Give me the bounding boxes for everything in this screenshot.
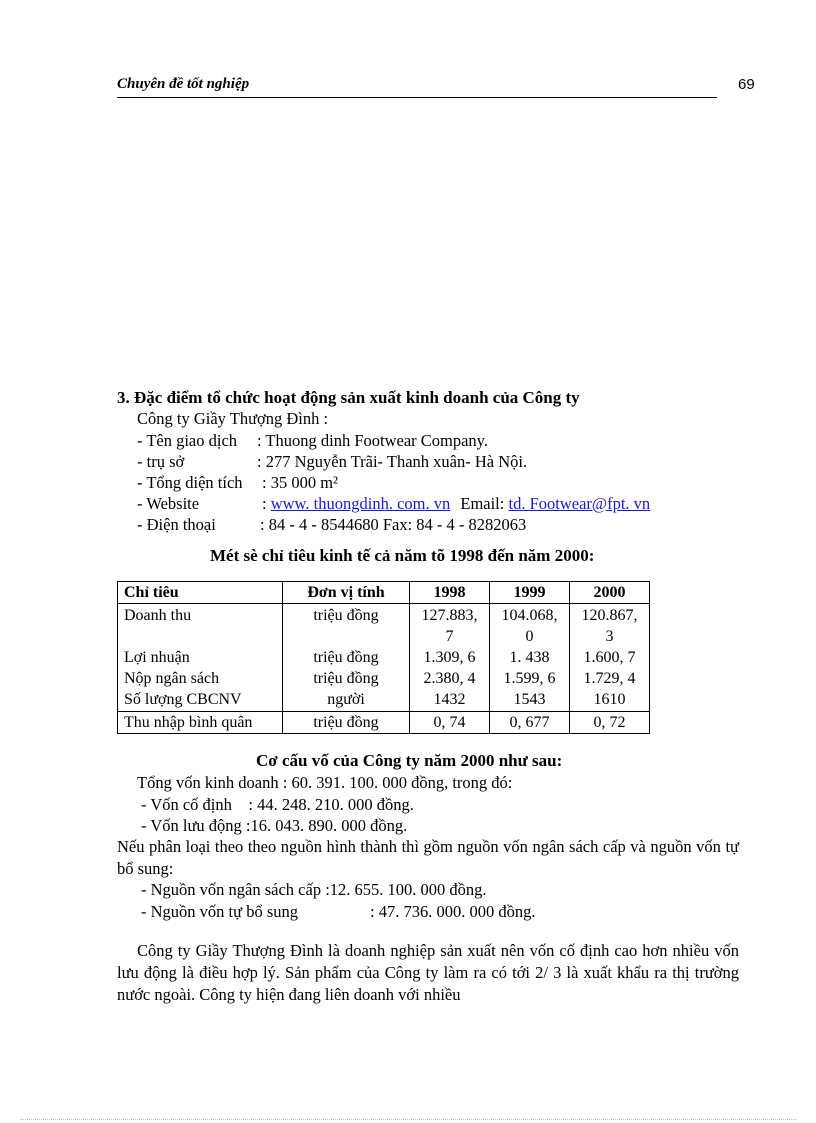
capital-fixed: - Vốn cố định : 44. 248. 210. 000 đồng. bbox=[141, 795, 414, 814]
table-cell: 0, 72 bbox=[570, 712, 650, 734]
value-2000: 1610 bbox=[593, 691, 626, 708]
value-1999: 104.068, 0 bbox=[501, 607, 558, 645]
value-1999: 1.599, 6 bbox=[503, 670, 556, 687]
header-rule bbox=[117, 97, 717, 98]
value-2000: 120.867, 3 bbox=[581, 607, 638, 645]
table-cell: Thu nhập bình quân bbox=[118, 712, 283, 734]
info-label-headquarters: - trụ sở bbox=[137, 452, 185, 471]
table-cell bbox=[570, 604, 650, 712]
info-label-phone: - Điện thoại bbox=[137, 515, 216, 534]
capital-budget: - Nguồn vốn ngân sách cấp :12. 655. 100. 000 đồng. bbox=[141, 880, 487, 899]
capital-classification: Nếu phân loại theo theo nguồn hình thành thì gồm nguồn vốn ngân sách cấp và nguồn vốn tự bổ sung: bbox=[117, 837, 739, 878]
value-1999: 1543 bbox=[513, 691, 546, 708]
row-label: Nộp ngân sách bbox=[124, 670, 220, 687]
section-heading: 3. Đặc điểm tổ chức hoạt động sản xuất kinh doanh của Công ty bbox=[117, 388, 580, 407]
table-cell bbox=[118, 604, 283, 712]
table-header-cell: 2000 bbox=[570, 582, 650, 604]
row-label: Lợi nhuận bbox=[124, 649, 190, 666]
table-cell bbox=[410, 604, 490, 712]
value-1998: 2.380, 4 bbox=[423, 670, 476, 687]
economic-indicators-table bbox=[117, 581, 650, 734]
value-2000: 1.729, 4 bbox=[583, 670, 636, 687]
table-header-cell: Chỉ tiêu bbox=[118, 582, 283, 604]
table-body-group bbox=[118, 604, 650, 712]
capital-working: - Vốn lưu động :16. 043. 890. 000 đồng. bbox=[141, 816, 408, 835]
email-link[interactable]: td. Footwear@fpt. vn bbox=[508, 494, 651, 513]
value-1998: 127.883, 7 bbox=[421, 607, 478, 645]
info-label-website: - Website bbox=[137, 494, 200, 513]
info-label-trade-name: - Tên giao dịch bbox=[137, 431, 238, 450]
row-label: Doanh thu bbox=[124, 607, 192, 624]
row-label: Số lượng CBCNV bbox=[124, 691, 242, 708]
table-cell bbox=[283, 604, 410, 712]
table-caption: Mét sè chỉ tiêu kinh tế cả năm tõ 1998 đến năm 2000: bbox=[210, 546, 595, 565]
body-paragraph: Công ty Giầy Thượng Đình là doanh nghiệp sản xuất nên vốn cố định cao hơn nhiều vốn lưu động là điều hợp lý. Sản phẩm của Công ty làm ra có tới 2/ 3 là xuất khẩu ra thị trường nước ngoài. Công ty hiện đang liên doanh với nhiều bbox=[117, 941, 739, 1004]
info-value-area: : 35 000 m² bbox=[262, 473, 338, 492]
value-1998: 1.309, 6 bbox=[423, 649, 476, 666]
info-label-area: - Tổng diện tích bbox=[137, 473, 243, 492]
unit-value: triệu đồng bbox=[313, 607, 379, 624]
table-cell: triệu đồng bbox=[283, 712, 410, 734]
footer-dotted-line bbox=[20, 1119, 796, 1120]
capital-self: - Nguồn vốn tự bổ sung bbox=[141, 902, 298, 921]
page-number: 69 bbox=[738, 76, 755, 93]
table-cell: 0, 677 bbox=[490, 712, 570, 734]
capital-total: Tổng vốn kinh doanh : 60. 391. 100. 000 đồng, trong đó: bbox=[137, 773, 513, 792]
email-label: Email: bbox=[460, 494, 505, 513]
info-value-trade-name: : Thuong dinh Footwear Company. bbox=[257, 431, 488, 450]
info-value-headquarters: : 277 Nguyễn Trãi- Thanh xuân- Hà Nội. bbox=[257, 452, 528, 471]
capital-heading: Cơ cấu vố của Công ty năm 2000 như sau: bbox=[256, 751, 563, 770]
info-value-website bbox=[262, 494, 650, 514]
page-header-title: Chuyên đề tốt nghiệp bbox=[117, 76, 250, 92]
value-1999: 1. 438 bbox=[509, 649, 550, 666]
unit-value: triệu đồng bbox=[313, 649, 379, 666]
info-value-phone: : 84 - 4 - 8544680 Fax: 84 - 4 - 8282063 bbox=[260, 515, 527, 534]
table-row bbox=[118, 712, 650, 734]
table-header-cell: 1998 bbox=[410, 582, 490, 604]
table-cell: 0, 74 bbox=[410, 712, 490, 734]
unit-value: người bbox=[327, 691, 365, 708]
table-header-cell: Đơn vị tính bbox=[283, 582, 410, 604]
value-2000: 1.600, 7 bbox=[583, 649, 636, 666]
website-colon: : bbox=[262, 494, 267, 513]
value-1998: 1432 bbox=[433, 691, 466, 708]
unit-value: triệu đồng bbox=[313, 670, 379, 687]
website-link[interactable]: www. thuongdinh. com. vn bbox=[270, 494, 451, 513]
table-cell bbox=[490, 604, 570, 712]
company-name: Công ty Giầy Thượng Đình : bbox=[137, 409, 329, 428]
capital-self-value: : 47. 736. 000. 000 đồng. bbox=[370, 902, 536, 921]
table-header-row bbox=[118, 582, 650, 604]
table-header-cell: 1999 bbox=[490, 582, 570, 604]
